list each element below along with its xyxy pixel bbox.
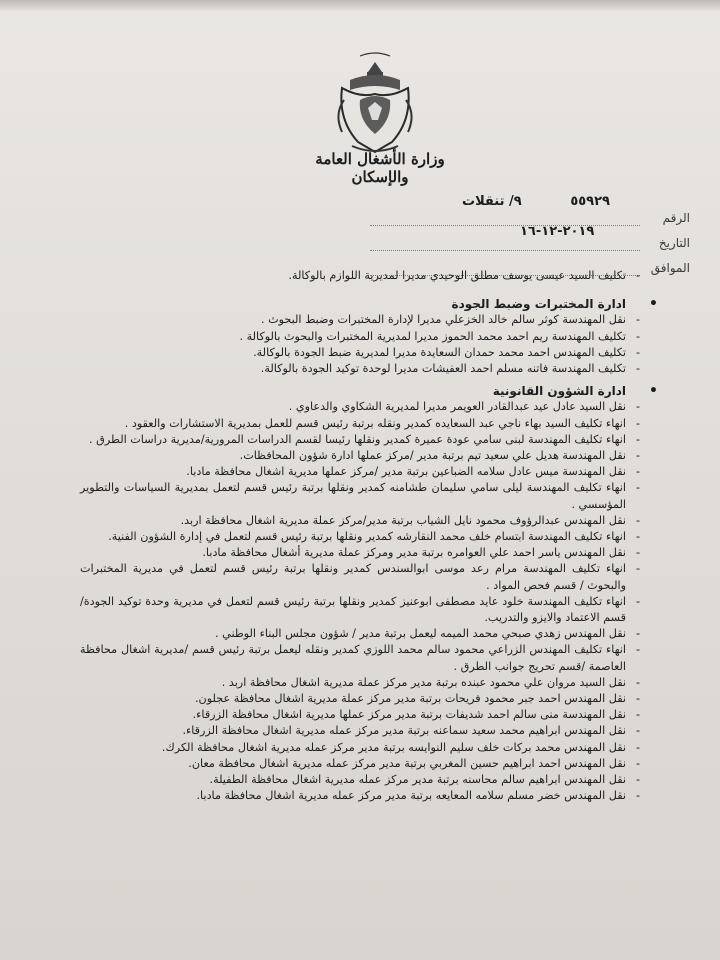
list-item: - نقل المهندس احمد ابراهيم حسين المغربي برتبة مدير مركز عمله مديرية اشغال محافظة معان. <box>80 756 640 772</box>
list-item: - انهاء تكليف المهندسة مرام رعد موسى ابوالسندس كمدير ونقلها برتبة رئيس قسم لتعمل في مديرية المختبرات والبحوث / قسم فحص المواد . <box>80 561 640 593</box>
list-item: - نقل المهندسة ميس عادل سلامه الضباعين برتبة مدير /مركز عملها مديرية اشغال محافظة مادبا. <box>80 464 640 480</box>
list-item: - نقل المهندس ياسر احمد علي العوامره برتبة مدير ومركز عملة مديرية أشغال محافظة مادبا. <box>80 545 640 561</box>
date-label: التاريخ <box>600 231 690 256</box>
list-item: - نقل المهندس محمد بركات خلف سليم النوايسه برتبة مدير مركز عمله مديرية اشغال محافظة الكرك. <box>80 740 640 756</box>
list-item: - نقل المهندس خضر مسلم سلامه المعايعه برتبة مدير مركز عمله مديرية اشغال محافظة مادبا. <box>80 788 640 804</box>
list-item: - نقل المهندسة هديل علي سعيد تيم برتبة مدير /مركز عملها ادارة شؤون المحافظات. <box>80 448 640 464</box>
list-item: - نقل السيد مروان علي محمود عبنده برتبة مدير مركز عملة مديرية اشغال محافظة اربد . <box>80 675 640 691</box>
list-item: - تكليف المهندسة ريم احمد محمد الحموز مديرا لمديرية المختبرات والبحوث بالوكالة . <box>80 329 640 345</box>
reference-number: ٥٥٩٢٩ <box>570 194 610 209</box>
list-item: - انهاء تكليف المهندس الزراعي محمود سالم محمد اللوزي كمدير ونقله ليعمل برتبة رئيس قسم /مديرية اشغال محافظة العاصمة /قسم تحريج جوانب الطرق . <box>80 642 640 674</box>
ministry-name: وزارة الأشغال العامة والإسكان <box>315 150 445 186</box>
document-body <box>80 268 640 805</box>
list-item: - انهاء تكليف المهندسة خلود عايد مصطفى ابوعنيز كمدير ونقلها برتبة رئيس قسم لتعمل في مديرية وحدة توكيد الجودة/ قسم الاعتماد والايزو والتدريب. <box>80 594 640 626</box>
list-item: - نقل المهندس احمد جبر محمود فريحات برتبة مدير مركز عملة مديرية اشغال محافظة عجلون. <box>80 691 640 707</box>
page-edge-shadow <box>0 0 720 12</box>
coat-of-arms-icon <box>330 50 420 160</box>
intro-line: - تكليف السيد عيسى يوسف مطلق الوحيدي مديرا لمديرية اللوازم بالوكالة. <box>80 268 640 284</box>
section-title: • ادارة المختبرات وضبط الجودة <box>80 296 640 312</box>
reference-code: ٩/ تنقلات <box>462 194 522 209</box>
list-item: - نقل المهندس ابراهيم سالم محاسنه برتبة مدير مركز عمله مديرية اشغال محافظة الطفيلة. <box>80 772 640 788</box>
corresponding-label: الموافق <box>600 256 690 281</box>
list-item: - نقل المهندسة منى سالم احمد شديفات برتبة مدير مركز عملها مديرية اشغال محافظة الزرقاء. <box>80 707 640 723</box>
list-item: - تكليف المهندسة فاتنه مسلم احمد العفيشات مديرا لوحدة توكيد الجودة بالوكالة. <box>80 361 640 377</box>
list-item: - نقل السيد عادل عيد عبدالقادر العويمر مديرا لمديرية الشكاوي والدعاوي . <box>80 399 640 415</box>
list-item: - نقل المهندس زهدي صبحي محمد الميمه ليعمل برتبة مدير / شؤون مجلس البناء الوطني . <box>80 626 640 642</box>
list-item: - نقل المهندس ابراهيم محمد سعيد سماعنه برتبة مدير مركز عمله مديرية اشغال محافظة الزرقاء. <box>80 723 640 739</box>
list-item: - نقل المهندسة كوثر سالم خالد الخزعلي مديرا لإدارة المختبرات وضبط البحوث . <box>80 312 640 328</box>
list-item: - انهاء تكليف المهندسة ليلى سامي سليمان طشامنه كمدير ونقلها برتبة رئيس قسم لتعمل بمديرية السياسات والتطوير المؤسسي . <box>80 480 640 512</box>
list-item: - انهاء تكليف السيد بهاء ناجي عبد السعايده كمدير ونقله برتبة رئيس قسم للعمل بمديرية الاستشارات والعقود . <box>80 416 640 432</box>
list-item: - نقل المهندس عبدالرؤوف محمود نايل الشياب برتبة مدير/مركز عملة مديرية اشغال محافظة اربد. <box>80 513 640 529</box>
document-date: ٢٠١٩-١٢-١٦ <box>520 224 595 239</box>
list-item: - تكليف المهندس احمد محمد حمدان السعايدة مديرا لمديرية ضبط الجودة بالوكالة. <box>80 345 640 361</box>
ref-label: الرقم <box>600 206 690 231</box>
list-item: - انهاء تكليف المهندسة لبنى سامي عودة عميرة كمدير ونقلها رئيسا لقسم الدراسات المرورية/مديرية دراسات الطرق . <box>80 432 640 448</box>
section-title: • ادارة الشؤون القانونية <box>80 383 640 399</box>
list-item: - انهاء تكليف المهندسة ابتسام خلف محمد النقارشه كمدير ونقلها برتبة رئيس قسم لتعمل في إدارة الشؤون الفنية. <box>80 529 640 545</box>
